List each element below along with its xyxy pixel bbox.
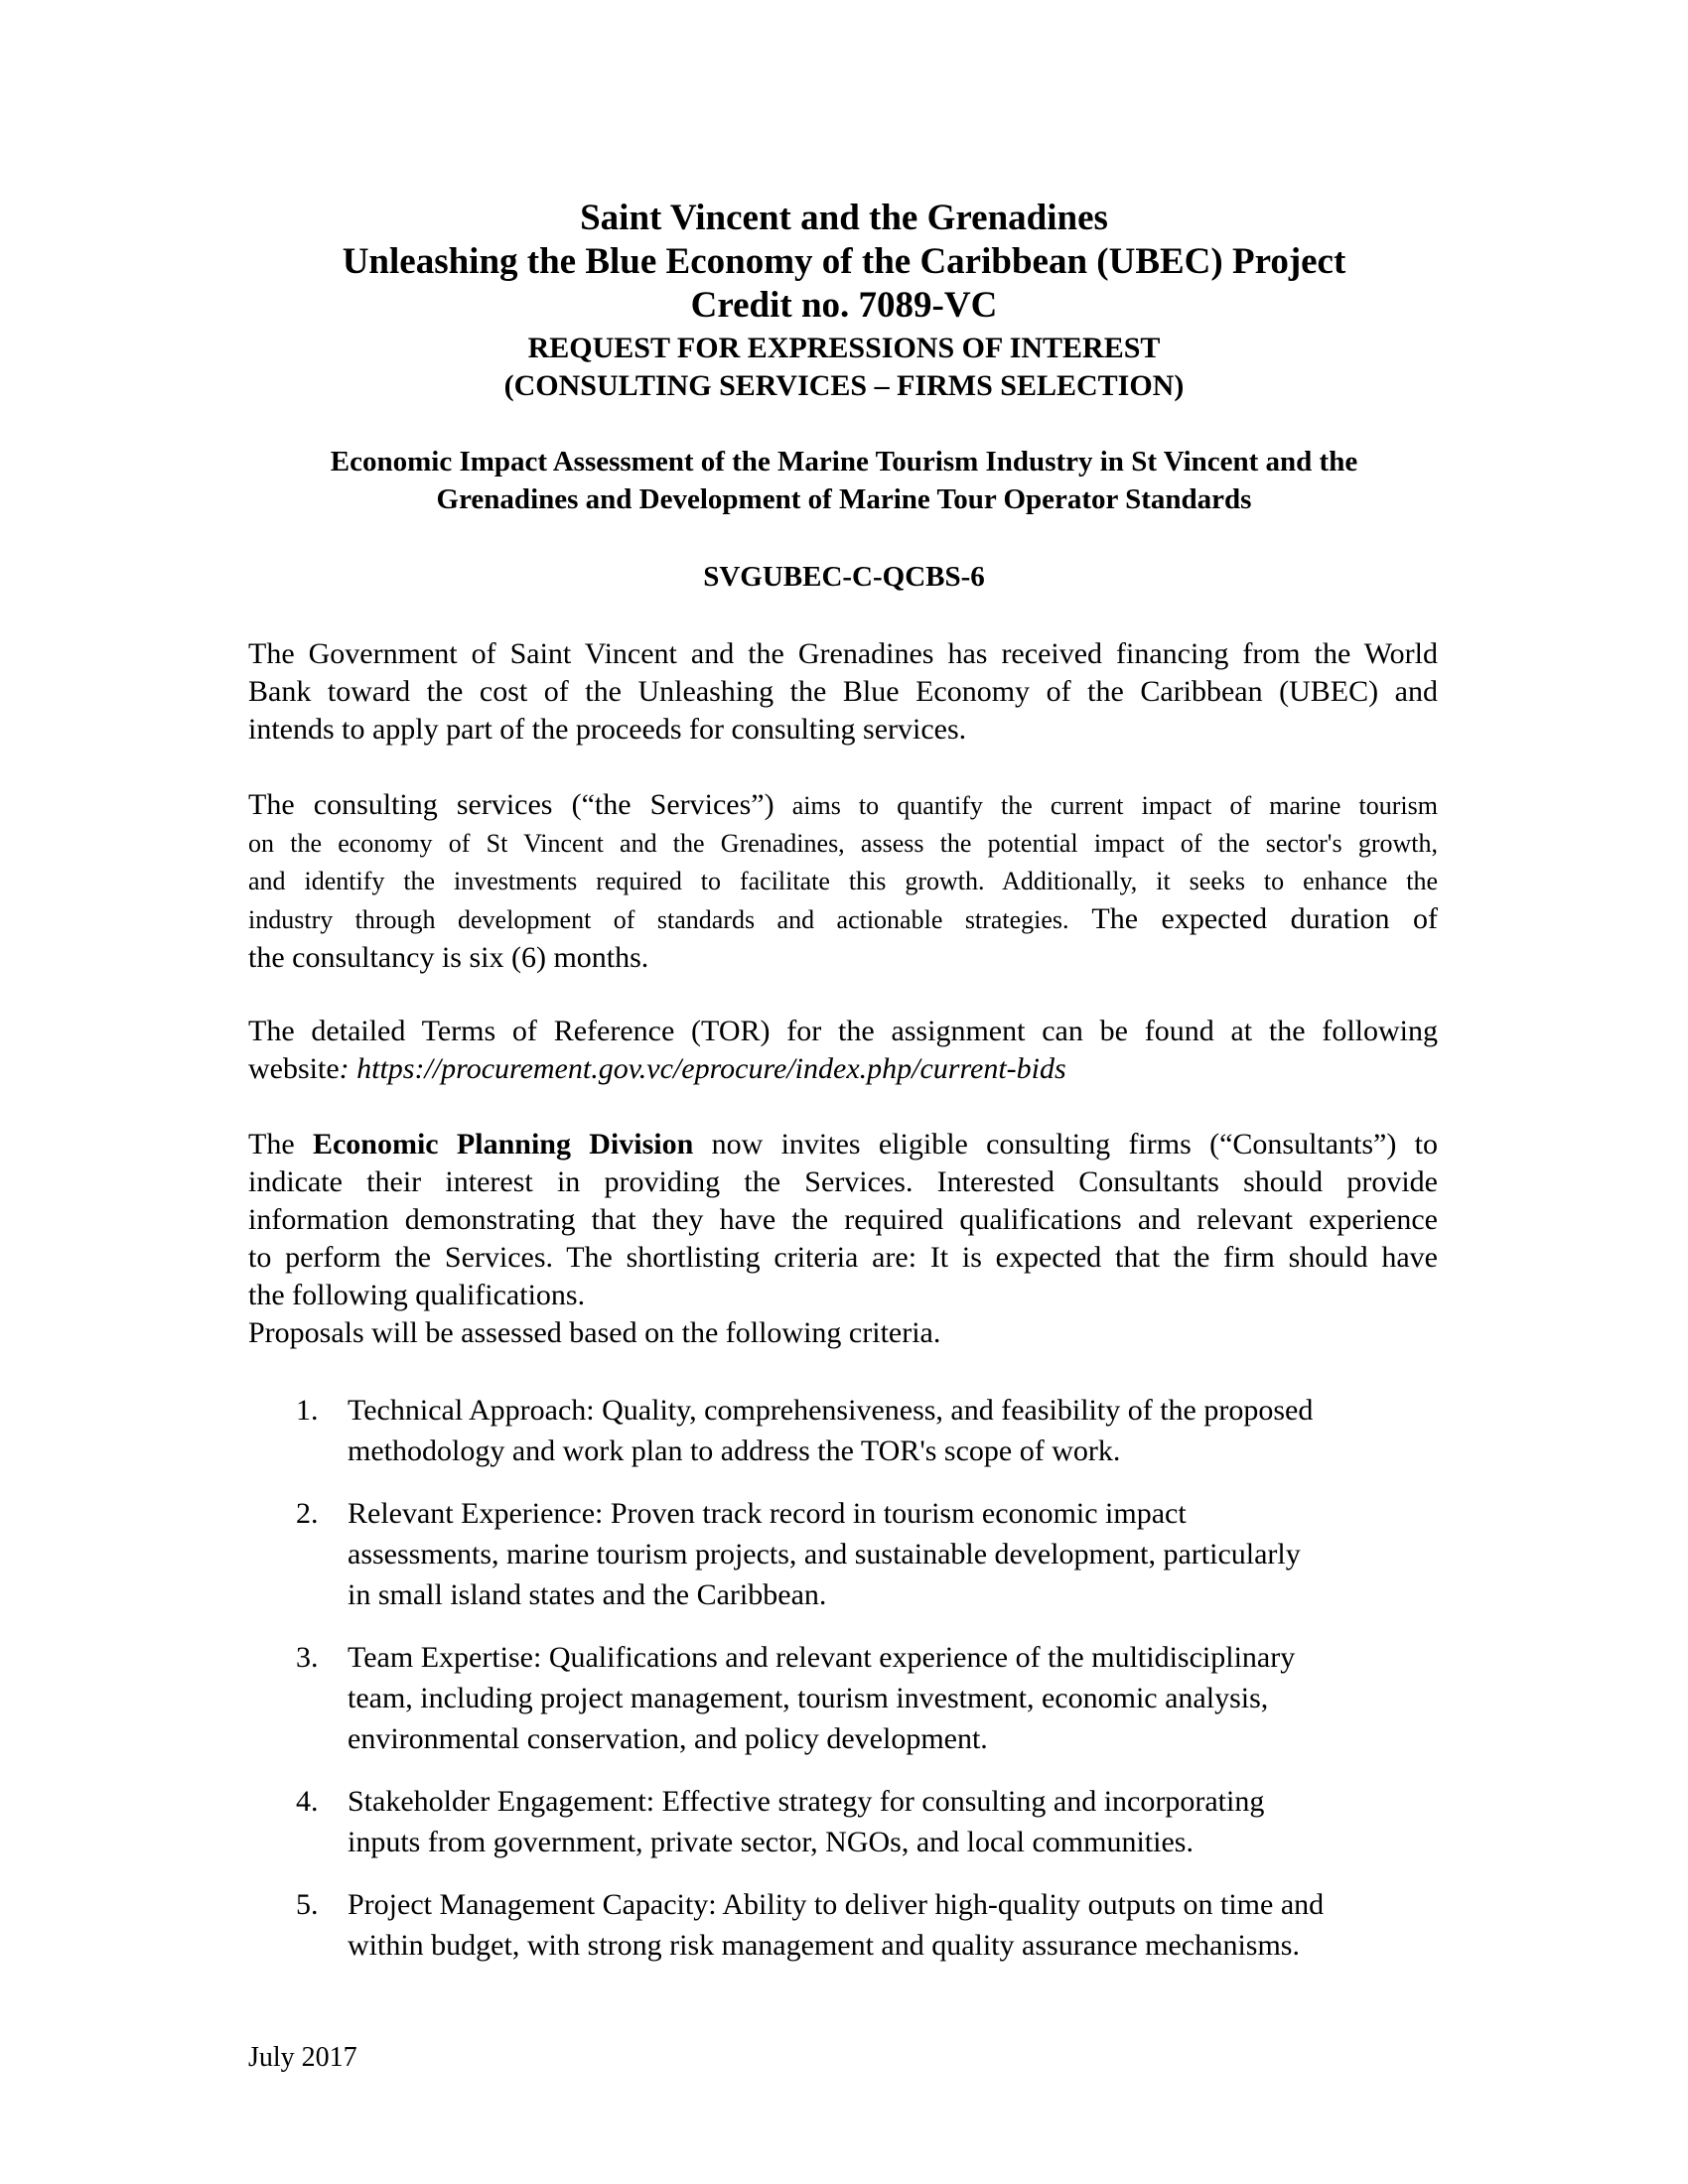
invitation-paragraph [248, 1126, 1438, 1352]
paragraph-line: information demonstrating that they have the required qualifications and relevant experience [248, 1203, 1438, 1236]
footer-date: July 2017 [248, 2042, 357, 2073]
paragraph-line: The Economic Planning Division now invites eligible consulting firms (“Consultants”) to [248, 1128, 1439, 1160]
paragraph-line: The detailed Terms of Reference (TOR) for the assignment can be found at the following [248, 1015, 1438, 1047]
selection-title: (CONSULTING SERVICES – FIRMS SELECTION) [503, 369, 1185, 402]
paragraph-line: website: https://procurement.gov.vc/eprocure/index.php/current-bids [248, 1052, 1066, 1085]
criteria-item: 2. Relevant Experience: Proven track record in tourism economic impact assessments, marine tourism projects, and sustainable development, particularly in small island states and the Caribbean. [296, 1497, 1301, 1611]
paragraph-line: the consultancy is six (6) months. [248, 941, 649, 974]
criteria-item: 1. Technical Approach: Quality, comprehensiveness, and feasibility of the proposed methodology and work plan to address the TOR's scope of work. [296, 1394, 1314, 1467]
services-paragraph [248, 786, 1438, 977]
assignment-title-line2: Grenadines and Development of Marine Tour Operator Standards [436, 483, 1252, 515]
criteria-item: 5. Project Management Capacity: Ability to deliver high-quality outputs on time and within budget, with strong risk management and quality assurance mechanisms. [296, 1888, 1325, 1962]
criteria-item: 4. Stakeholder Engagement: Effective strategy for consulting and incorporating inputs from government, private sector, NGOs, and local communities. [296, 1785, 1265, 1858]
credit-number: Credit no. 7089-VC [690, 285, 998, 326]
criteria-item: 3. Team Expertise: Qualifications and relevant experience of the multidisciplinary team, including project management, tourism investment, economic analysis, environmental conservation, and policy development. [296, 1641, 1296, 1755]
paragraph-line: to perform the Services. The shortlisting criteria are: It is expected that the firm should have [248, 1241, 1438, 1274]
reference-number: SVGUBEC-C-QCBS-6 [703, 561, 985, 593]
criteria-list [248, 1390, 1440, 1987]
financing-paragraph [248, 635, 1438, 749]
assignment-title-line1: Economic Impact Assessment of the Marine Tourism Industry in St Vincent and the [330, 446, 1358, 478]
paragraph-line: the following qualifications. [248, 1279, 586, 1311]
paragraph-line: industry through development of standards and actionable strategies. The expected duration of [248, 902, 1439, 935]
country-title: Saint Vincent and the Grenadines [580, 198, 1108, 238]
paragraph-line: The consulting services (“the Services”) aims to quantify the current impact of marine tourism [248, 788, 1438, 821]
request-title: REQUEST FOR EXPRESSIONS OF INTEREST [527, 332, 1161, 364]
paragraph-line: intends to apply part of the proceeds for consulting services. [248, 713, 967, 746]
agency-name: Economic Planning Division [312, 1128, 694, 1160]
project-title: Unleashing the Blue Economy of the Caribbean (UBEC) Project [342, 241, 1346, 282]
paragraph-line: The Government of Saint Vincent and the Grenadines has received financing from the World [248, 637, 1438, 670]
paragraph-line: on the economy of St Vincent and the Grenadines, assess the potential impact of the sector's growth, [248, 829, 1438, 858]
proposals-intro: Proposals will be assessed based on the following criteria. [248, 1316, 941, 1349]
paragraph-line: and identify the investments required to facilitate this growth. Additionally, it seeks to enhance the [248, 867, 1438, 895]
paragraph-line: Bank toward the cost of the Unleashing the Blue Economy of the Caribbean (UBEC) and [248, 675, 1438, 708]
paragraph-line: indicate their interest in providing the Services. Interested Consultants should provide [248, 1165, 1438, 1198]
tor-link[interactable]: : https://procurement.gov.vc/eprocure/index.php/current-bids [339, 1052, 1066, 1085]
tor-paragraph [248, 1013, 1438, 1088]
